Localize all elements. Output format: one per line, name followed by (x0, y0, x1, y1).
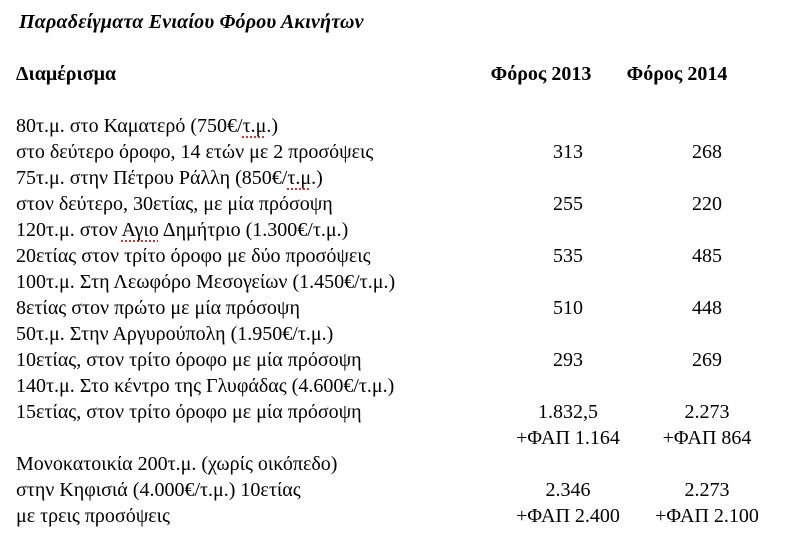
property-description: 15ετίας, στον τρίτο όροφο με μία πρόσοψη (16, 401, 362, 423)
table-row (0, 113, 800, 139)
column-header-property: Διαμέρισμα (16, 63, 117, 85)
table-row (0, 373, 800, 399)
tax-2013-value: +ΦΑΠ 1.164 (516, 427, 620, 449)
tax-2014-value: 485 (692, 245, 722, 267)
tax-2013-value: +ΦΑΠ 2.400 (516, 505, 620, 527)
property-description: στο δεύτερο όροφο, 14 ετών με 2 προσόψεις (16, 141, 374, 163)
property-description: 50τ.μ. Στην Αργυρούπολη (1.950€/τ.μ.) (16, 323, 334, 345)
table-row (0, 165, 800, 191)
spellcheck-underline: Αγιο (121, 219, 159, 241)
tax-2013-value: 535 (553, 245, 583, 267)
tax-2014-value: 268 (692, 141, 722, 163)
tax-2014-value: +ΦΑΠ 2.100 (655, 505, 759, 527)
tax-2013-value: 1.832,5 (538, 401, 598, 423)
table-row (0, 139, 800, 165)
tax-2014-value: 269 (692, 349, 722, 371)
property-description: 100τ.μ. Στη Λεωφόρο Μεσογείων (1.450€/τ.μ.) (16, 271, 396, 293)
tax-2014-value: 2.273 (684, 479, 730, 501)
tax-2013-value: 2.346 (545, 479, 591, 501)
property-description: 120τ.μ. στον Αγιο Δημήτριο (1.300€/τ.μ.) (16, 219, 349, 241)
tax-2014-value: +ΦΑΠ 864 (662, 427, 752, 449)
table-row (0, 269, 800, 295)
table-row (0, 425, 800, 451)
table-row (0, 399, 800, 425)
column-header-tax-2013-label: Φόρος 2013 (490, 63, 592, 85)
table-row (0, 477, 800, 503)
property-description: 8ετίας στον πρώτο με μία πρόσοψη (16, 297, 300, 319)
property-description: στον δεύτερο, 30ετίας, με μία πρόσοψη (16, 193, 333, 215)
property-description: 140τ.μ. Στο κέντρο της Γλυφάδας (4.600€/τ.μ.) (16, 375, 395, 397)
table-row (0, 243, 800, 269)
property-description: Μονοκατοικία 200τ.μ. (χωρίς οικόπεδο) (16, 453, 338, 475)
spellcheck-underline: τ.μ (242, 115, 267, 137)
tax-2013-value: 313 (553, 141, 583, 163)
table-row (0, 191, 800, 217)
table-row (0, 295, 800, 321)
property-description: 75τ.μ. στην Πέτρου Ράλλη (850€/τ.μ.) (16, 167, 323, 189)
page-title: Παραδείγματα Ενιαίου Φόρου Ακινήτων (19, 11, 364, 33)
table-row (0, 217, 800, 243)
property-description: 80τ.μ. στο Καματερό (750€/τ.μ.) (16, 115, 279, 137)
blank-line (0, 87, 800, 113)
tax-2013-value: 293 (553, 349, 583, 371)
property-description: στην Κηφισιά (4.000€/τ.μ.) 10ετίας (16, 479, 301, 501)
table-body (0, 113, 800, 529)
column-header-tax-2014-label: Φόρος 2014 (626, 63, 728, 85)
tax-2014-value: 448 (692, 297, 722, 319)
table-row (0, 347, 800, 373)
column-header-tax-2014 (626, 61, 772, 87)
property-description: 10ετίας, στον τρίτο όροφο με μία πρόσοψη (16, 349, 362, 371)
property-description: με τρεις προσόψεις (16, 505, 170, 527)
property-description: 20ετίας στον τρίτο όροφο με δύο προσόψεις (16, 245, 371, 267)
table-header-row (0, 61, 800, 87)
table-row (0, 451, 800, 477)
tax-2014-value: 2.273 (684, 401, 730, 423)
tax-2013-value: 255 (553, 193, 583, 215)
table-row (0, 503, 800, 529)
spellcheck-underline: τ.μ (287, 167, 312, 189)
column-header-tax-2013 (490, 61, 642, 87)
table-row (0, 321, 800, 347)
tax-2013-value: 510 (553, 297, 583, 319)
tax-2014-value: 220 (692, 193, 722, 215)
blank-line (0, 35, 800, 61)
